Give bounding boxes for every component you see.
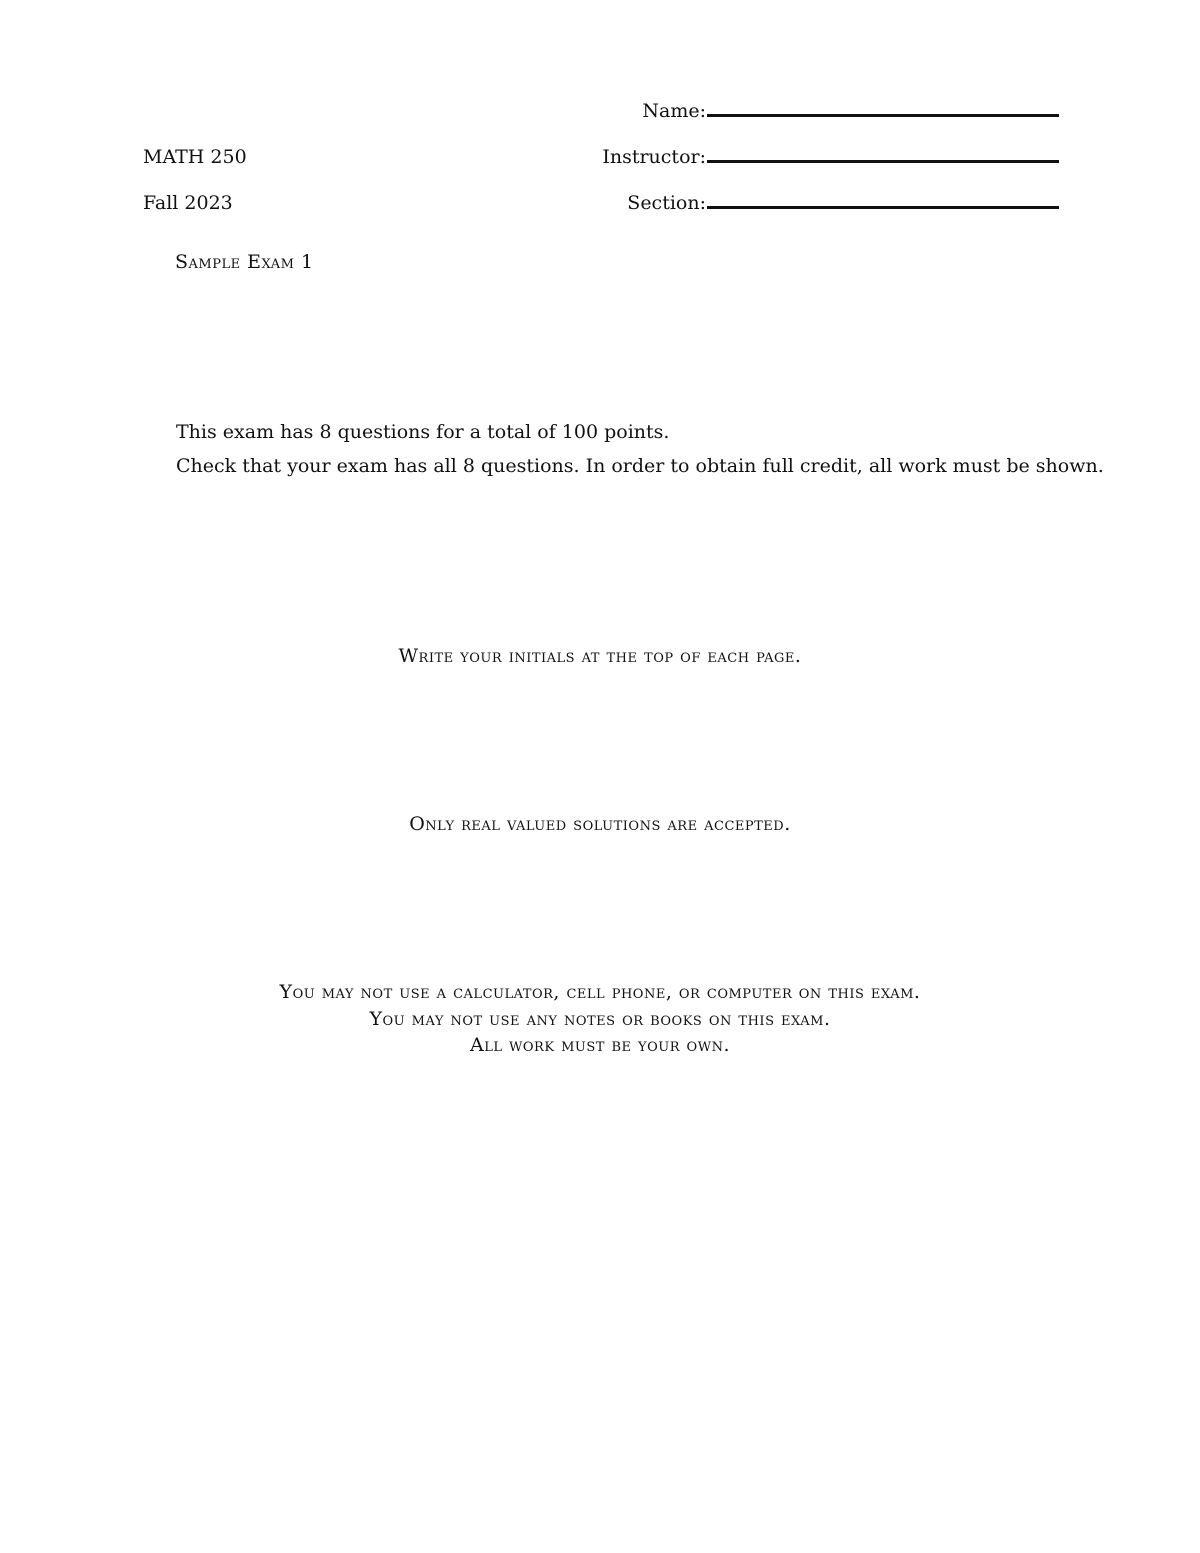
name-field-label: Name:	[642, 100, 706, 122]
instructor-field-line[interactable]	[707, 160, 1059, 163]
instruction-line-2: Check that your exam has all 8 questions. In order to obtain full credit, all work must be shown.	[176, 455, 1104, 477]
term: Fall 2023	[143, 192, 233, 214]
rule-no-notes: You may not use any notes or books on this exam.	[369, 1008, 831, 1030]
name-field-line[interactable]	[707, 114, 1059, 117]
section-field-line[interactable]	[707, 206, 1059, 209]
rule-own-work: All work must be your own.	[469, 1034, 730, 1056]
real-valued-notice: Only real valued solutions are accepted.	[409, 813, 791, 835]
rule-no-devices: You may not use a calculator, cell phone, or computer on this exam.	[279, 981, 921, 1003]
instruction-line-1: This exam has 8 questions for a total of 100 points.	[176, 421, 670, 443]
instructor-field-label: Instructor:	[602, 146, 706, 168]
course-code: MATH 250	[143, 146, 247, 168]
exam-title: Sample Exam 1	[175, 251, 314, 273]
initials-notice: Write your initials at the top of each page.	[398, 645, 802, 667]
section-field-label: Section:	[627, 192, 706, 214]
